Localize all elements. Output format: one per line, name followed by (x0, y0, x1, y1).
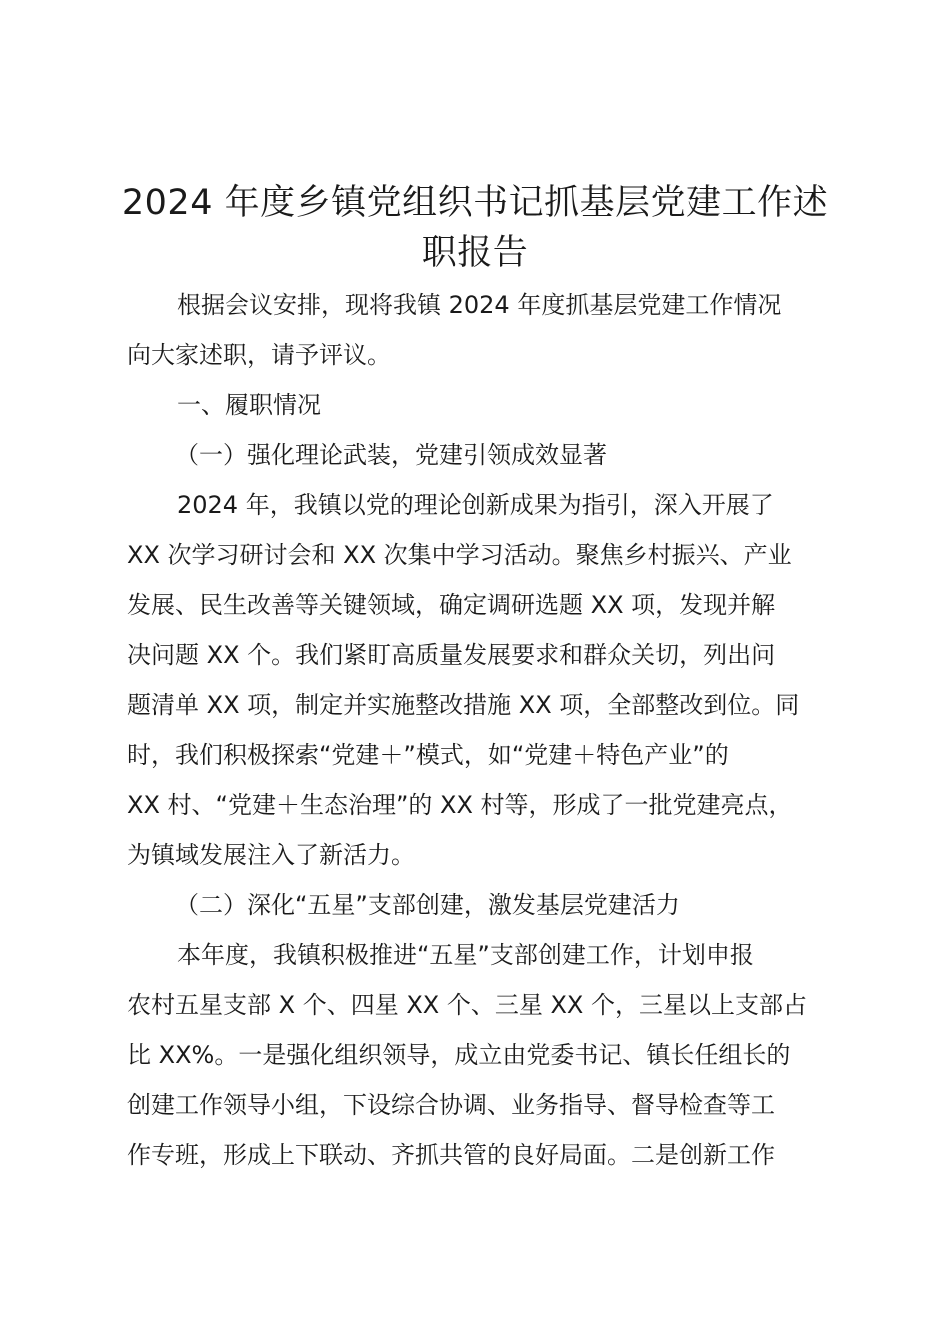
title-line-2: 职报告 (421, 233, 529, 273)
paragraph-line: 题清单 XX 项，制定并实施整改措施 XX 项，全部整改到位。同 (127, 691, 800, 719)
paragraph-line: 根据会议安排，现将我镇 2024 年度抓基层党建工作情况 (177, 291, 782, 319)
paragraph-line: 为镇域发展注入了新活力。 (127, 841, 415, 869)
section-heading: 一、履职情况 (177, 391, 321, 419)
title-line-1: 2024 年度乡镇党组织书记抓基层党建工作述 (121, 183, 829, 223)
subsection-heading: （一）强化理论武装，党建引领成效显著 (175, 441, 607, 469)
document-body (127, 280, 843, 1180)
paragraph-line: 向大家述职，请予评议。 (127, 341, 391, 369)
paragraph-line: XX 次学习研讨会和 XX 次集中学习活动。聚焦乡村振兴、产业 (127, 541, 792, 569)
document-title (100, 178, 850, 278)
subsection-heading: （二）深化“五星”支部创建，激发基层党建活力 (175, 891, 680, 919)
paragraph-line: 决问题 XX 个。我们紧盯高质量发展要求和群众关切，列出问 (127, 641, 776, 669)
paragraph-line: 时，我们积极探索“党建＋”模式，如“党建＋特色产业”的 (127, 741, 729, 769)
paragraph-line: 发展、民生改善等关键领域，确定调研选题 XX 项，发现并解 (127, 591, 776, 619)
paragraph-line: 本年度，我镇积极推进“五星”支部创建工作，计划申报 (177, 941, 754, 969)
paragraph-line: 2024 年，我镇以党的理论创新成果为指引，深入开展了 (177, 491, 774, 519)
paragraph-line: XX 村、“党建＋生态治理”的 XX 村等，形成了一批党建亮点， (127, 791, 793, 819)
paragraph-line: 比 XX%。一是强化组织领导，成立由党委书记、镇长任组长的 (127, 1041, 791, 1069)
paragraph-line: 创建工作领导小组，下设综合协调、业务指导、督导检查等工 (127, 1091, 775, 1119)
paragraph-line: 农村五星支部 X 个、四星 XX 个、三星 XX 个，三星以上支部占 (127, 991, 807, 1019)
paragraph-line: 作专班，形成上下联动、齐抓共管的良好局面。二是创新工作 (127, 1141, 775, 1169)
